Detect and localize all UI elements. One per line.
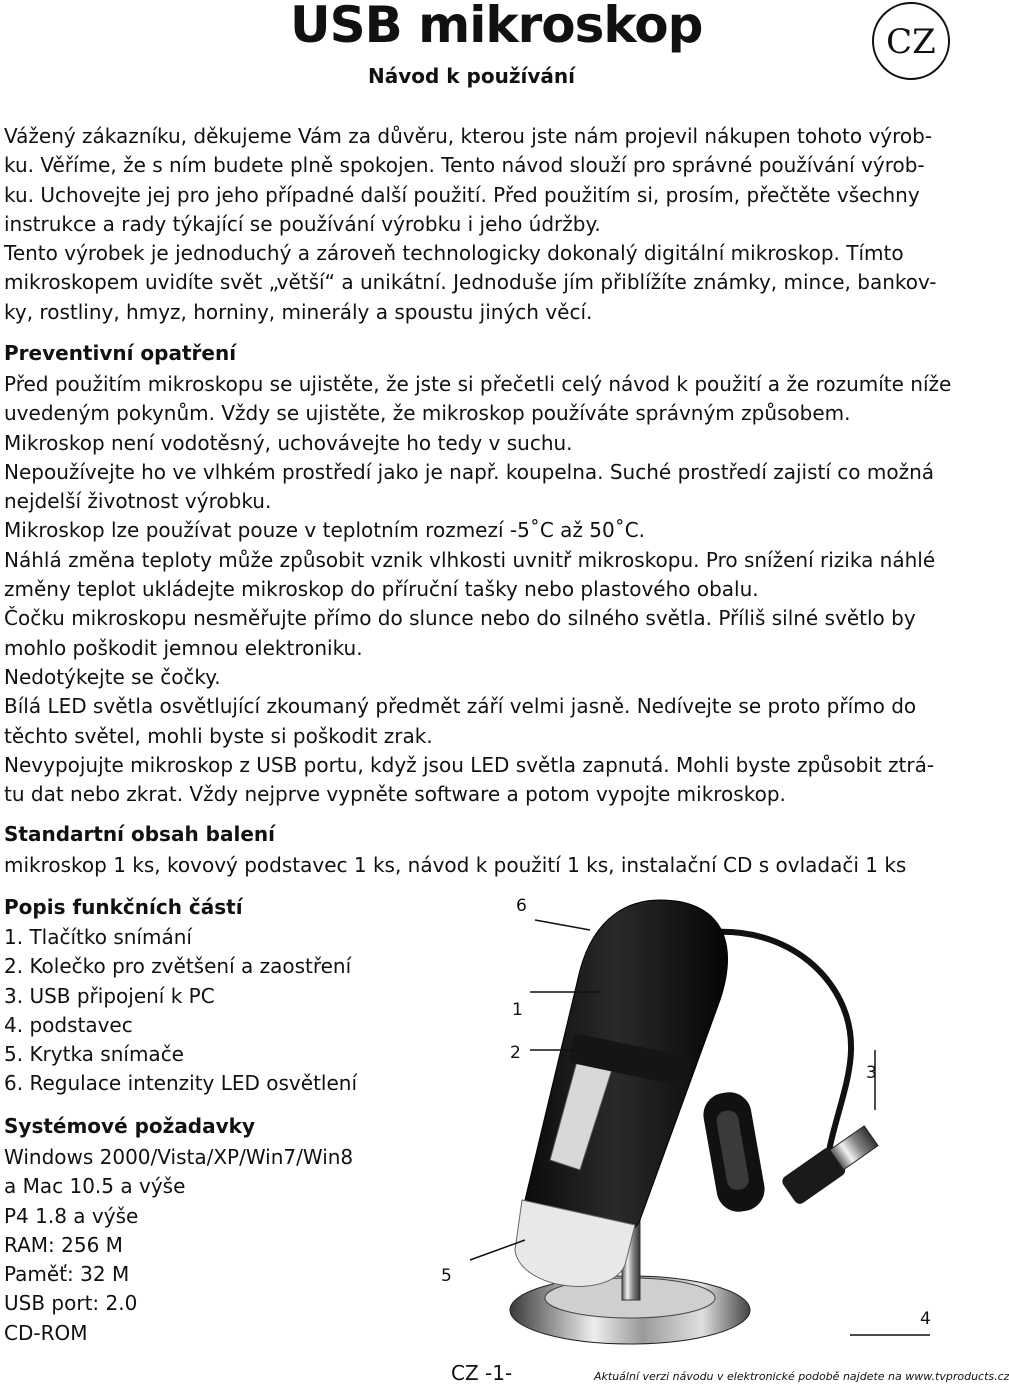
list-item: Paměť: 32 M bbox=[4, 1262, 130, 1287]
list-item: 2. Kolečko pro zvětšení a zaostření bbox=[4, 954, 352, 979]
intro-paragraph bbox=[4, 122, 954, 327]
precaution-line: Před použitím mikroskopu se ujistěte, že jste si přečetli celý návod k použití a že rozumíte níže bbox=[4, 372, 952, 396]
intro-line: mikroskopem uvidíte svět „větší“ a unikátní. Jednoduše jím přiblížíte známky, mince, bankov- bbox=[4, 270, 937, 295]
package-heading: Standartní obsah balení bbox=[4, 822, 275, 846]
precautions-paragraph bbox=[4, 370, 954, 809]
list-item: USB port: 2.0 bbox=[4, 1291, 138, 1316]
precaution-line: nejdelší životnost výrobku. bbox=[4, 489, 272, 514]
intro-line: Vážený zákazníku, děkujeme Vám za důvěru, kterou jste nám projevil nákupen tohoto výrob- bbox=[4, 124, 933, 148]
list-item: 4. podstavec bbox=[4, 1012, 133, 1037]
footer-note: Aktuální verzi návodu v elektronické podobě najdete na www.tvproducts.cz bbox=[594, 1370, 1009, 1383]
precaution-line: Mikroskop lze používat pouze v teplotním rozmezí -5˚C až 50˚C. bbox=[4, 518, 646, 543]
callout-6: 6 bbox=[516, 896, 527, 916]
parts-heading: Popis funkčních částí bbox=[4, 895, 243, 919]
language-badge: CZ bbox=[872, 2, 950, 80]
precaution-line: Nepoužívejte ho ve vlhkém prostředí jako je např. koupelna. Suché prostředí zajistí co možná bbox=[4, 459, 935, 484]
intro-line: ku. Věříme, že s ním budete plně spokojen. Tento návod slouží pro správné používání výrob- bbox=[4, 153, 925, 178]
precaution-line: Náhlá změna teploty může způsobit vznik vlhkosti uvnitř mikroskopu. Pro snížení rizika náhlé bbox=[4, 547, 936, 572]
page-subtitle: Návod k používání bbox=[368, 64, 575, 88]
package-text: mikroskop 1 ks, kovový podstavec 1 ks, návod k použití 1 ks, instalační CD s ovladači 1 ks bbox=[4, 853, 907, 877]
precaution-line: tu dat nebo zkrat. Vždy nejprve vypněte software a potom vypojte mikroskop. bbox=[4, 782, 786, 807]
intro-line: ky, rostliny, hmyz, horniny, minerály a spoustu jiných věcí. bbox=[4, 299, 593, 324]
list-item: RAM: 256 M bbox=[4, 1232, 123, 1257]
precaution-line: mohlo poškodit jemnou elektroniku. bbox=[4, 635, 363, 660]
callout-5: 5 bbox=[441, 1266, 452, 1286]
list-item: 1. Tlačítko snímání bbox=[4, 925, 192, 949]
precaution-line: Nedotýkejte se čočky. bbox=[4, 664, 221, 689]
list-item: 6. Regulace intenzity LED osvětlení bbox=[4, 1071, 357, 1096]
precaution-line: Mikroskop není vodotěsný, uchovávejte ho tedy v suchu. bbox=[4, 430, 573, 455]
list-item: P4 1.8 a výše bbox=[4, 1203, 139, 1228]
requirements-list bbox=[4, 1143, 353, 1348]
page-title: USB mikroskop bbox=[290, 0, 703, 54]
package-paragraph bbox=[4, 851, 954, 880]
intro-line: Tento výrobek je jednoduchý a zároveň technologicky dokonalý digitální mikroskop. Tímto bbox=[4, 241, 904, 266]
precaution-line: Bílá LED světla osvětlující zkoumaný předmět září velmi jasně. Nedívejte se proto přímo do bbox=[4, 694, 917, 719]
list-item: 3. USB připojení k PC bbox=[4, 983, 215, 1008]
precaution-line: těchto světel, mohli byste si poškodit zrak. bbox=[4, 723, 433, 748]
list-item: CD-ROM bbox=[4, 1320, 88, 1345]
callout-1: 1 bbox=[512, 1000, 523, 1020]
callout-3: 3 bbox=[866, 1063, 877, 1083]
requirements-heading: Systémové požadavky bbox=[4, 1114, 255, 1138]
page-number: CZ -1- bbox=[451, 1361, 513, 1385]
callout-2: 2 bbox=[510, 1043, 521, 1063]
list-item: Windows 2000/Vista/XP/Win7/Win8 bbox=[4, 1145, 354, 1169]
precautions-heading: Preventivní opatření bbox=[4, 341, 237, 365]
callout-4: 4 bbox=[920, 1309, 931, 1329]
intro-line: ku. Uchovejte jej pro jeho případné další použití. Před použitím si, prosím, přečtěte všechny bbox=[4, 182, 920, 207]
intro-line: instrukce a rady týkající se používání výrobku i jeho údržby. bbox=[4, 211, 601, 236]
microscope-illustration bbox=[430, 880, 960, 1360]
list-item: a Mac 10.5 a výše bbox=[4, 1174, 186, 1199]
precaution-line: Nevypojujte mikroskop z USB portu, když jsou LED světla zapnutá. Mohli byste způsobit ztrá- bbox=[4, 752, 935, 777]
precaution-line: Čočku mikroskopu nesměřujte přímo do slunce nebo do silného světla. Příliš silné světlo by bbox=[4, 606, 916, 631]
parts-list bbox=[4, 923, 357, 1099]
precaution-line: změny teplot ukládejte mikroskop do příruční tašky nebo plastového obalu. bbox=[4, 577, 759, 602]
list-item: 5. Krytka snímače bbox=[4, 1042, 184, 1067]
precaution-line: uvedeným pokynům. Vždy se ujistěte, že mikroskop používáte správným způsobem. bbox=[4, 401, 851, 426]
